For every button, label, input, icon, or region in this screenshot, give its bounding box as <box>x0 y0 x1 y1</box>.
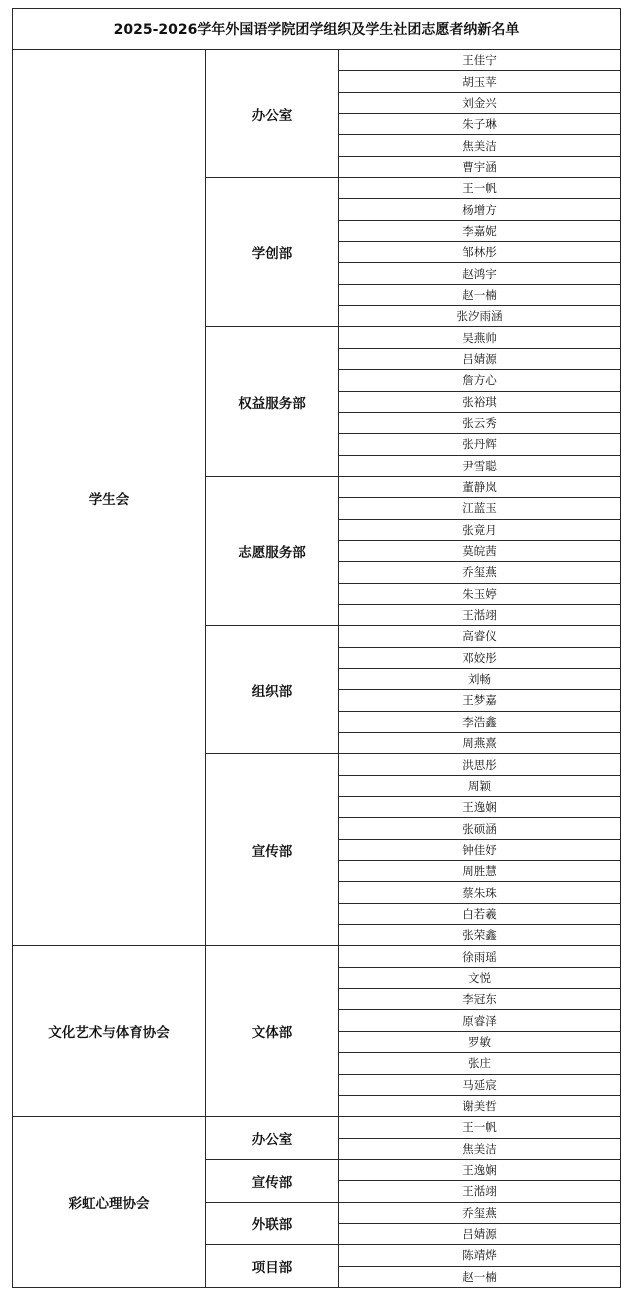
member-name: 李冠东 <box>339 989 621 1010</box>
department-name: 组织部 <box>206 626 339 754</box>
member-name: 张云秀 <box>339 412 621 433</box>
member-name: 王一帆 <box>339 178 621 199</box>
member-name: 王逸娴 <box>339 1159 621 1180</box>
member-name: 刘畅 <box>339 668 621 689</box>
member-name: 王逸娴 <box>339 797 621 818</box>
member-name: 钟佳妤 <box>339 839 621 860</box>
member-name: 刘金兴 <box>339 92 621 113</box>
member-name: 尹雪聪 <box>339 455 621 476</box>
member-name: 洪思彤 <box>339 754 621 775</box>
member-name: 周燕熹 <box>339 733 621 754</box>
member-name: 文悦 <box>339 967 621 988</box>
member-name: 焦美洁 <box>339 135 621 156</box>
member-name: 王湉翊 <box>339 604 621 625</box>
member-name: 马延宸 <box>339 1074 621 1095</box>
member-name: 谢美哲 <box>339 1095 621 1116</box>
organization-name: 文化艺术与体育协会 <box>13 946 206 1117</box>
department-name: 办公室 <box>206 1117 339 1160</box>
member-name: 王佳宁 <box>339 50 621 71</box>
member-name: 蔡朱珠 <box>339 882 621 903</box>
member-name: 张庄 <box>339 1053 621 1074</box>
member-name: 赵一楠 <box>339 1266 621 1287</box>
department-name: 外联部 <box>206 1202 339 1245</box>
department-name: 项目部 <box>206 1245 339 1288</box>
member-name: 乔玺燕 <box>339 1202 621 1223</box>
member-name: 莫皖茜 <box>339 540 621 561</box>
member-name: 曹宇涵 <box>339 156 621 177</box>
member-name: 张竟月 <box>339 519 621 540</box>
member-name: 赵一楠 <box>339 284 621 305</box>
member-name: 吕婧源 <box>339 1223 621 1244</box>
member-name: 李嘉妮 <box>339 220 621 241</box>
member-name: 江蓝玉 <box>339 498 621 519</box>
member-name: 王一帆 <box>339 1117 621 1138</box>
department-name: 宣传部 <box>206 1159 339 1202</box>
department-name: 文体部 <box>206 946 339 1117</box>
table-row <box>13 946 621 967</box>
member-name: 焦美洁 <box>339 1138 621 1159</box>
member-name: 白若羲 <box>339 903 621 924</box>
member-name: 乔玺燕 <box>339 562 621 583</box>
member-name: 张汐雨涵 <box>339 306 621 327</box>
member-name: 李浩鑫 <box>339 711 621 732</box>
member-name: 詹方心 <box>339 370 621 391</box>
department-name: 宣传部 <box>206 754 339 946</box>
member-name: 邹林彤 <box>339 242 621 263</box>
member-name: 胡玉苹 <box>339 71 621 92</box>
member-name: 陈靖烨 <box>339 1245 621 1266</box>
member-name: 高睿仪 <box>339 626 621 647</box>
member-name: 邓姣彤 <box>339 647 621 668</box>
table-row <box>13 50 621 71</box>
table-row <box>13 1117 621 1138</box>
member-name: 吴燕帅 <box>339 327 621 348</box>
page-title: 2025-2026学年外国语学院团学组织及学生社团志愿者纳新名单 <box>13 9 621 50</box>
member-name: 周胜慧 <box>339 861 621 882</box>
member-name: 原睿泽 <box>339 1010 621 1031</box>
member-name: 罗敏 <box>339 1031 621 1052</box>
roster-sheet <box>12 8 620 1288</box>
member-name: 杨增方 <box>339 199 621 220</box>
department-name: 志愿服务部 <box>206 476 339 625</box>
member-name: 张裕琪 <box>339 391 621 412</box>
department-name: 办公室 <box>206 50 339 178</box>
roster-table <box>12 8 621 1288</box>
member-name: 吕婧源 <box>339 348 621 369</box>
title-row <box>13 9 621 50</box>
member-name: 徐雨瑶 <box>339 946 621 967</box>
member-name: 朱子琳 <box>339 114 621 135</box>
organization-name: 彩虹心理协会 <box>13 1117 206 1288</box>
member-name: 周颖 <box>339 775 621 796</box>
member-name: 赵鸿宇 <box>339 263 621 284</box>
department-name: 学创部 <box>206 178 339 327</box>
organization-name: 学生会 <box>13 50 206 946</box>
member-name: 张荣鑫 <box>339 925 621 946</box>
member-name: 朱玉婷 <box>339 583 621 604</box>
member-name: 董静岚 <box>339 476 621 497</box>
department-name: 权益服务部 <box>206 327 339 476</box>
member-name: 王梦嘉 <box>339 690 621 711</box>
member-name: 张丹辉 <box>339 434 621 455</box>
member-name: 张硕涵 <box>339 818 621 839</box>
member-name: 王湉翊 <box>339 1181 621 1202</box>
